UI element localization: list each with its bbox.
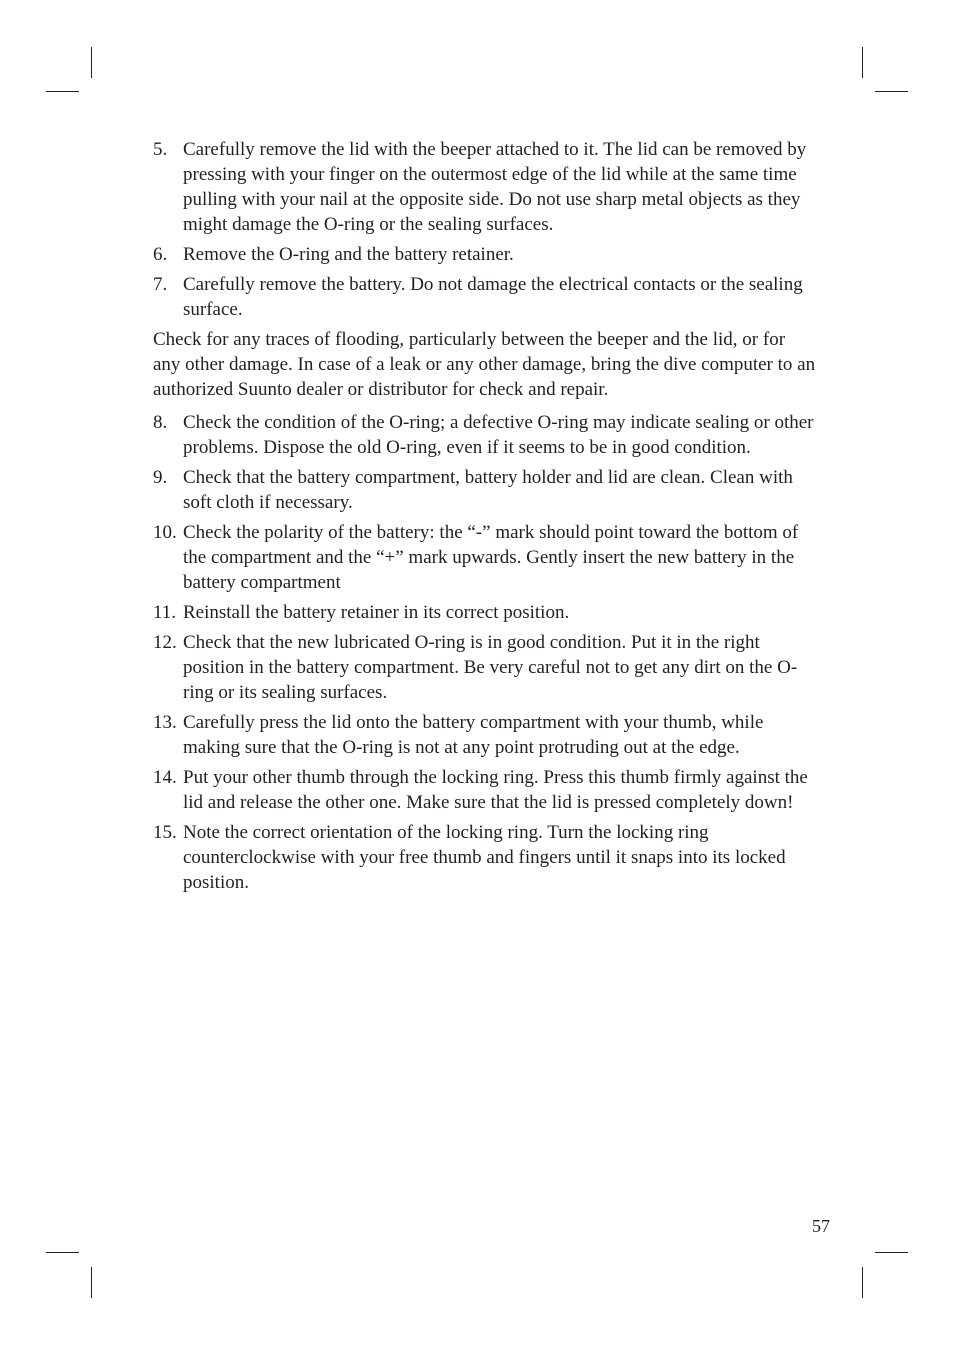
step-text: Reinstall the battery retainer in its correct position. xyxy=(183,602,570,623)
step-number: 6. xyxy=(153,244,168,265)
crop-mark-top-left-horizontal xyxy=(46,91,79,92)
step-text: Carefully press the lid onto the battery compartment with your thumb, while making sure that the O-ring is not at any point protruding out at the edge. xyxy=(183,712,764,758)
crop-mark-top-right-vertical xyxy=(862,47,863,78)
step-number: 10. xyxy=(153,522,177,543)
crop-mark-bottom-right-vertical xyxy=(862,1267,863,1298)
step-number: 7. xyxy=(153,274,168,295)
page-number: 57 xyxy=(812,1216,830,1236)
list-item xyxy=(153,630,817,705)
crop-mark-top-left-vertical xyxy=(91,47,92,78)
list-item xyxy=(153,242,817,267)
step-text: Remove the O-ring and the battery retainer. xyxy=(183,244,514,265)
list-item xyxy=(153,137,817,237)
step-text: Carefully remove the lid with the beeper attached to it. The lid can be removed by pressing with your finger on the outermost edge of the lid while at the same time pulling with your nail at the opposite side. Do not use sharp metal objects as they might damage the O-ring or the sealing surfaces. xyxy=(183,139,807,235)
step-number: 9. xyxy=(153,467,168,488)
crop-mark-bottom-left-vertical xyxy=(91,1267,92,1298)
step-number: 13. xyxy=(153,712,177,733)
crop-mark-top-right-horizontal xyxy=(875,91,908,92)
list-item xyxy=(153,410,817,460)
step-text: Check that the new lubricated O-ring is in good condition. Put it in the right position in the battery compartment. Be very careful not to get any dirt on the O-ring or its sealing surfaces. xyxy=(183,632,798,703)
list-item xyxy=(153,520,817,595)
list-item xyxy=(153,820,817,895)
list-item xyxy=(153,765,817,815)
step-number: 11. xyxy=(153,602,177,623)
step-text: Check that the battery compartment, battery holder and lid are clean. Clean with soft cloth if necessary. xyxy=(183,467,793,513)
step-number: 12. xyxy=(153,632,177,653)
step-text: Check the polarity of the battery: the “-” mark should point toward the bottom of the compartment and the “+” mark upwards. Gently insert the new battery in the battery compartment xyxy=(183,522,799,593)
step-number: 5. xyxy=(153,139,168,160)
step-text: Note the correct orientation of the locking ring. Turn the locking ring counterclockwise with your free thumb and fingers until it snaps into its locked position. xyxy=(183,822,786,893)
list-item xyxy=(153,465,817,515)
check-paragraph: Check for any traces of flooding, particularly between the beeper and the lid, or for any other damage. In case of a leak or any other damage, bring the dive computer to an authorized Suunto dealer or distributor for check and repair. xyxy=(153,329,816,400)
list-item xyxy=(153,600,817,625)
step-text: Carefully remove the battery. Do not damage the electrical contacts or the sealing surface. xyxy=(183,274,803,320)
step-number: 8. xyxy=(153,412,168,433)
list-item xyxy=(153,272,817,322)
step-number: 15. xyxy=(153,822,177,843)
step-number: 14. xyxy=(153,767,177,788)
step-text: Check the condition of the O-ring; a defective O-ring may indicate sealing or other problems. Dispose the old O-ring, even if it seems to be in good condition. xyxy=(183,412,814,458)
list-item xyxy=(153,710,817,760)
page-content xyxy=(153,137,817,900)
crop-mark-bottom-right-horizontal xyxy=(875,1252,908,1253)
crop-mark-bottom-left-horizontal xyxy=(46,1252,79,1253)
step-text: Put your other thumb through the locking ring. Press this thumb firmly against the lid and release the other one. Make sure that the lid is pressed completely down! xyxy=(183,767,808,813)
